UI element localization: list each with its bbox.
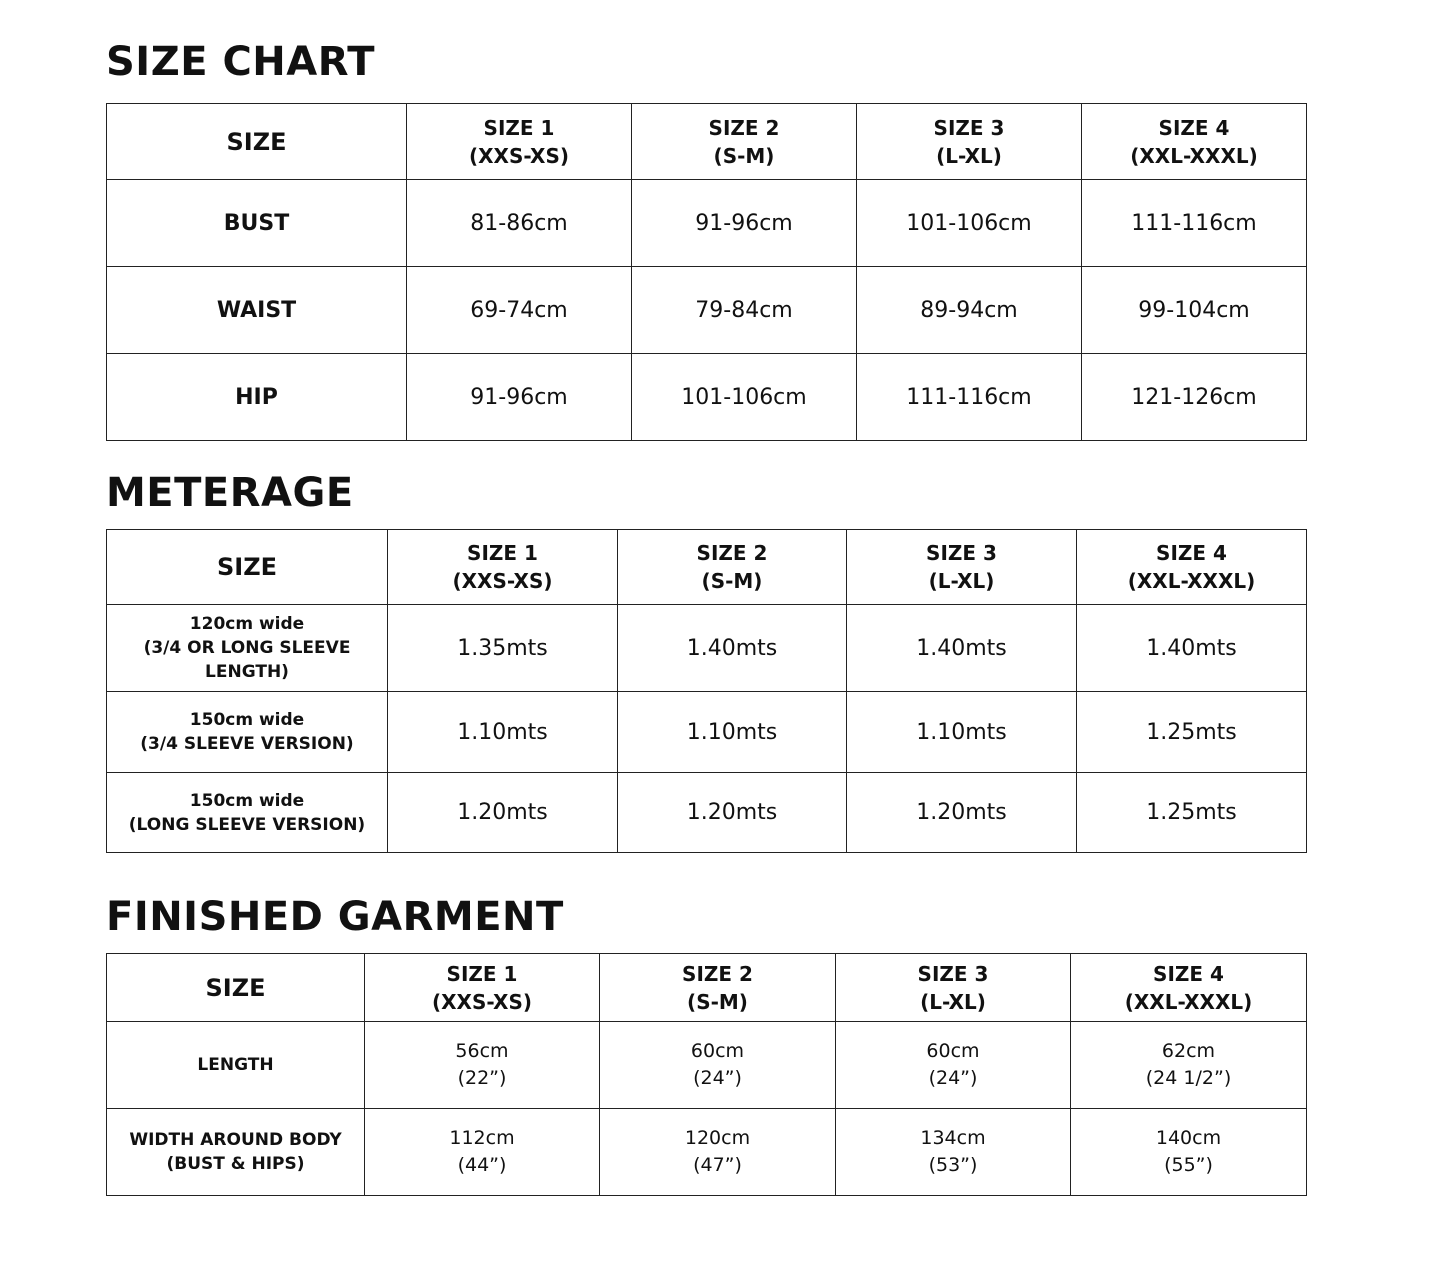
- size-range: (S-M): [713, 143, 775, 168]
- size-column-header: [1082, 104, 1307, 180]
- table-cell: [1071, 1022, 1307, 1109]
- table-row: [107, 1022, 1307, 1109]
- size-range: (L-XL): [936, 143, 1002, 168]
- cell-cm: 56cm: [455, 1040, 509, 1062]
- table-cell: 1.40mts: [847, 605, 1077, 692]
- row-label-line: (3/4 OR LONG SLEEVE: [143, 638, 351, 658]
- table-cell: 1.25mts: [1077, 692, 1307, 773]
- finished-garment-title: FINISHED GARMENT: [106, 894, 564, 940]
- size-name: SIZE 4: [1153, 961, 1224, 986]
- cell-cm: 134cm: [920, 1127, 986, 1149]
- table-header-row: [107, 530, 1307, 605]
- size-header-label: SIZE: [107, 530, 388, 605]
- row-label-line: LENGTH): [205, 662, 289, 682]
- cell-cm: 120cm: [684, 1127, 751, 1149]
- row-label-line: 150cm wide: [189, 790, 305, 811]
- size-range: (XXL-XXXL): [1127, 569, 1256, 593]
- size-column-header: [388, 530, 618, 605]
- table-cell: 1.25mts: [1077, 773, 1307, 853]
- table-row: [107, 605, 1307, 692]
- cell-inches: (24 1/2”): [1145, 1067, 1232, 1089]
- row-label-length: [107, 1022, 365, 1109]
- table-header-row: [107, 954, 1307, 1022]
- table-row: [107, 692, 1307, 773]
- row-label-width-around-body: [107, 1109, 365, 1196]
- size-header-label: SIZE: [107, 954, 365, 1022]
- row-label-line: (BUST & HIPS): [166, 1154, 305, 1174]
- size-column-header: [836, 954, 1071, 1022]
- size-name: SIZE 1: [446, 961, 518, 986]
- row-label-line: LENGTH: [197, 1055, 274, 1075]
- finished-garment-table: [106, 953, 1307, 1196]
- table-header-row: [107, 104, 1307, 180]
- size-name: SIZE 1: [467, 541, 538, 565]
- table-cell: 1.20mts: [618, 773, 847, 853]
- size-range: (XXS-XS): [468, 143, 570, 168]
- table-cell: 101-106cm: [857, 180, 1082, 267]
- row-label-150cm-wide-long-sleeve: [107, 773, 388, 853]
- meterage-title: METERAGE: [106, 470, 354, 516]
- size-range: (L-XL): [920, 989, 986, 1014]
- row-label-line: 150cm wide: [189, 710, 305, 730]
- table-cell: [600, 1109, 836, 1196]
- meterage-table: [106, 529, 1307, 853]
- size-column-header: [407, 104, 632, 180]
- table-cell: 99-104cm: [1082, 267, 1307, 354]
- row-label-line: 120cm wide: [189, 614, 305, 634]
- size-column-header: [618, 530, 847, 605]
- size-range: (XXL-XXXL): [1130, 143, 1258, 168]
- size-range: (S-M): [701, 569, 763, 593]
- table-cell: 121-126cm: [1082, 354, 1307, 441]
- cell-cm: 62cm: [1161, 1040, 1216, 1062]
- table-cell: [836, 1022, 1071, 1109]
- table-row: [107, 354, 1307, 441]
- size-name: SIZE 4: [1158, 115, 1230, 140]
- size-name: SIZE 1: [483, 115, 555, 140]
- table-cell: 89-94cm: [857, 267, 1082, 354]
- row-label-bust: BUST: [107, 180, 407, 267]
- table-cell: 91-96cm: [632, 180, 857, 267]
- table-cell: 1.40mts: [1077, 605, 1307, 692]
- size-name: SIZE 2: [708, 115, 780, 140]
- table-cell: 91-96cm: [407, 354, 632, 441]
- table-cell: [1071, 1109, 1307, 1196]
- cell-cm: 140cm: [1155, 1127, 1222, 1149]
- table-cell: 81-86cm: [407, 180, 632, 267]
- table-cell: 69-74cm: [407, 267, 632, 354]
- table-cell: 1.35mts: [388, 605, 618, 692]
- cell-cm: 60cm: [926, 1040, 980, 1062]
- table-row: [107, 267, 1307, 354]
- size-column-header: [1077, 530, 1307, 605]
- size-column-header: [365, 954, 600, 1022]
- table-cell: 1.20mts: [847, 773, 1077, 853]
- size-name: SIZE 3: [933, 115, 1005, 140]
- cell-inches: (47”): [693, 1154, 742, 1176]
- size-column-header: [1071, 954, 1307, 1022]
- row-label-120cm-wide: [107, 605, 388, 692]
- size-name: SIZE 2: [682, 961, 753, 986]
- row-label-hip: HIP: [107, 354, 407, 441]
- row-label-150cm-wide-3-4-sleeve: [107, 692, 388, 773]
- table-cell: [600, 1022, 836, 1109]
- table-cell: 101-106cm: [632, 354, 857, 441]
- row-label-line: WIDTH AROUND BODY: [129, 1130, 342, 1150]
- size-range: (XXL-XXXL): [1124, 989, 1253, 1014]
- size-name: SIZE 3: [917, 961, 989, 986]
- table-cell: 79-84cm: [632, 267, 857, 354]
- size-column-header: [857, 104, 1082, 180]
- table-cell: 1.40mts: [618, 605, 847, 692]
- table-cell: [365, 1109, 600, 1196]
- table-row: [107, 1109, 1307, 1196]
- size-column-header: [632, 104, 857, 180]
- size-range: (S-M): [687, 989, 748, 1014]
- size-name: SIZE 4: [1156, 541, 1227, 565]
- row-label-line: (LONG SLEEVE VERSION): [128, 814, 366, 835]
- table-cell: 1.20mts: [388, 773, 618, 853]
- size-header-label: SIZE: [107, 104, 407, 180]
- cell-inches: (22”): [457, 1067, 507, 1089]
- table-cell: 1.10mts: [847, 692, 1077, 773]
- table-cell: 1.10mts: [388, 692, 618, 773]
- table-cell: 111-116cm: [1082, 180, 1307, 267]
- table-cell: 111-116cm: [857, 354, 1082, 441]
- table-row: [107, 180, 1307, 267]
- cell-inches: (55”): [1164, 1154, 1213, 1176]
- table-cell: [836, 1109, 1071, 1196]
- cell-inches: (24”): [928, 1067, 978, 1089]
- size-name: SIZE 3: [926, 541, 997, 565]
- cell-inches: (44”): [457, 1154, 507, 1176]
- size-column-header: [847, 530, 1077, 605]
- cell-inches: (53”): [928, 1154, 978, 1176]
- cell-cm: 60cm: [690, 1040, 745, 1062]
- table-cell: 1.10mts: [618, 692, 847, 773]
- cell-inches: (24”): [693, 1067, 742, 1089]
- row-label-waist: WAIST: [107, 267, 407, 354]
- row-label-line: (3/4 SLEEVE VERSION): [140, 734, 354, 754]
- size-range: (XXS-XS): [431, 989, 533, 1014]
- size-range: (XXS-XS): [452, 569, 553, 593]
- size-column-header: [600, 954, 836, 1022]
- table-row: [107, 773, 1307, 853]
- cell-cm: 112cm: [449, 1127, 515, 1149]
- size-range: (L-XL): [928, 569, 995, 593]
- size-chart-title: SIZE CHART: [106, 39, 376, 85]
- size-name: SIZE 2: [696, 541, 768, 565]
- size-chart-table: [106, 103, 1307, 441]
- table-cell: [365, 1022, 600, 1109]
